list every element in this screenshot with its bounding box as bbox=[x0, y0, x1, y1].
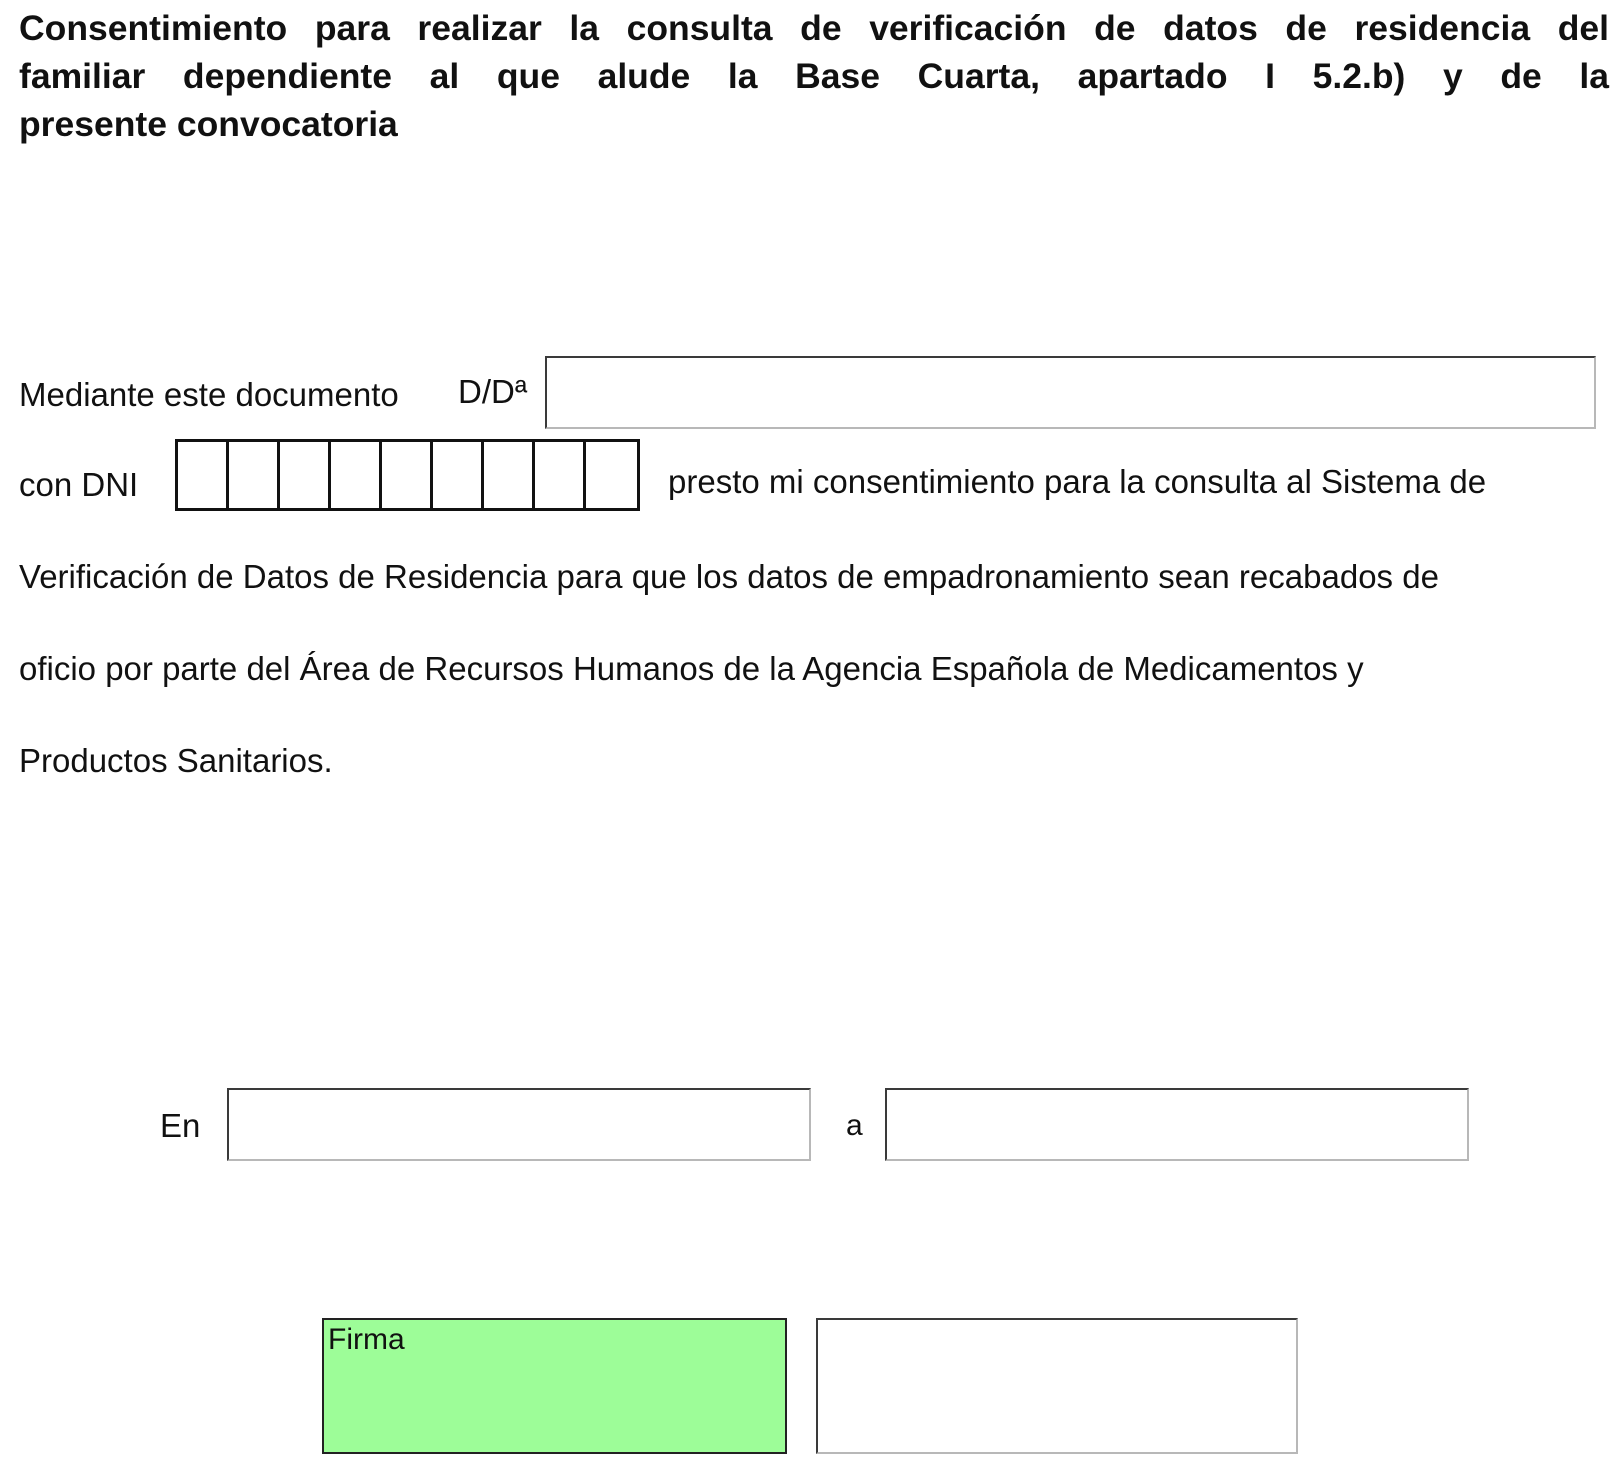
consent-text-line4: Productos Sanitarios. bbox=[19, 742, 333, 779]
dni-field bbox=[175, 439, 640, 511]
document-title bbox=[19, 4, 1609, 148]
consent-text-part1: presto mi consentimiento para la consulta al Sistema de bbox=[668, 463, 1487, 500]
intro-label: Mediante este documento bbox=[19, 376, 399, 413]
dni-digit-field[interactable] bbox=[535, 442, 586, 508]
name-field[interactable] bbox=[545, 356, 1596, 429]
title-line-3: presente convocatoria bbox=[19, 104, 398, 144]
place-field[interactable] bbox=[227, 1088, 811, 1161]
consent-text-line2: Verificación de Datos de Residencia para que los datos de empadronamiento sean recabados de bbox=[19, 558, 1439, 595]
consent-text-line3: oficio por parte del Área de Recursos Humanos de la Agencia Española de Medicamentos y bbox=[19, 650, 1364, 687]
date-field[interactable] bbox=[885, 1088, 1469, 1161]
dni-digit-field[interactable] bbox=[178, 442, 229, 508]
name-prefix-label: D/Dª bbox=[458, 373, 528, 410]
dni-label: con DNI bbox=[19, 466, 139, 503]
place-label: En bbox=[160, 1107, 201, 1144]
dni-digit-field[interactable] bbox=[280, 442, 331, 508]
signature-label: Firma bbox=[328, 1323, 405, 1356]
dni-digit-field[interactable] bbox=[586, 442, 637, 508]
date-label: a bbox=[846, 1109, 863, 1142]
title-line-1: Consentimiento para realizar la consulta de verificación de datos de residencia del bbox=[19, 8, 1609, 48]
dni-digit-field[interactable] bbox=[331, 442, 382, 508]
signature-field[interactable] bbox=[816, 1318, 1298, 1454]
signature-label-box bbox=[322, 1318, 787, 1454]
dni-digit-field[interactable] bbox=[433, 442, 484, 508]
dni-digit-field[interactable] bbox=[484, 442, 535, 508]
dni-digit-field[interactable] bbox=[229, 442, 280, 508]
title-line-2: familiar dependiente al que alude la Base Cuarta, apartado I 5.2.b) y de la bbox=[19, 56, 1609, 96]
dni-digit-field[interactable] bbox=[382, 442, 433, 508]
